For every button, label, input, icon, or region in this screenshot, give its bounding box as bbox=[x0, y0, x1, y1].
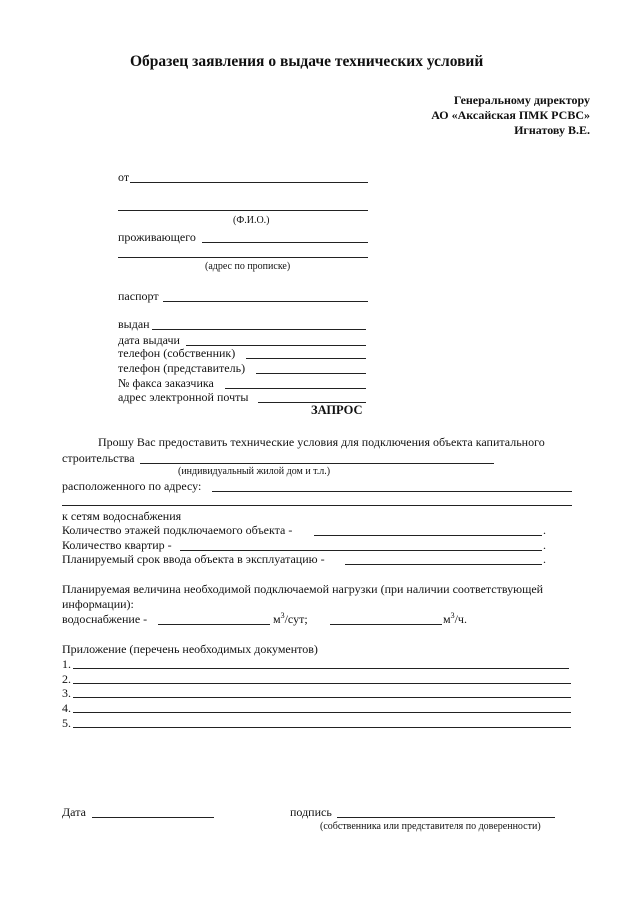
networks-label: к сетям водоснабжения bbox=[62, 509, 182, 523]
construction-label: строительства bbox=[62, 451, 135, 465]
floors-label: Количество этажей подключаемого объекта - bbox=[62, 523, 293, 537]
fax-label: № факса заказчика bbox=[118, 376, 214, 390]
attachment-number: 2. bbox=[62, 672, 71, 686]
water-label: водоснабжение - bbox=[62, 612, 148, 626]
commissioning-label: Планируемый срок ввода объекта в эксплуатацию - bbox=[62, 552, 325, 566]
passport-field[interactable] bbox=[163, 301, 368, 302]
commissioning-field[interactable] bbox=[345, 564, 542, 565]
apartments-field[interactable] bbox=[180, 550, 542, 551]
signature-caption: (собственника или представителя по доверенности) bbox=[320, 821, 541, 832]
apartments-label: Количество квартир - bbox=[62, 538, 172, 552]
attachment-number: 3. bbox=[62, 686, 71, 700]
commissioning-end-dot: . bbox=[543, 552, 546, 566]
apartments-end-dot: . bbox=[543, 538, 546, 552]
fio-field[interactable] bbox=[118, 210, 368, 211]
request-heading: ЗАПРОС bbox=[311, 403, 363, 417]
unit-hour: $м^3/ч$. bbox=[443, 611, 467, 626]
issue-date-label: дата выдачи bbox=[118, 333, 180, 347]
fio-caption: (Ф.И.О.) bbox=[233, 215, 270, 226]
load-line-1: Планируемая величина необходимой подключаемой нагрузки (при наличии соответствующей bbox=[62, 582, 544, 596]
phone-owner-label: телефон (собственник) bbox=[118, 346, 236, 360]
water-day-field[interactable] bbox=[158, 624, 270, 625]
fax-field[interactable] bbox=[225, 388, 366, 389]
residing-field[interactable] bbox=[202, 242, 368, 243]
date-label: Дата bbox=[62, 805, 86, 819]
attachment-number: 5. bbox=[62, 716, 71, 730]
from-label: от bbox=[118, 170, 130, 184]
email-label: адрес электронной почты bbox=[118, 390, 249, 404]
load-line-2: информации): bbox=[62, 597, 134, 611]
floors-end-dot: . bbox=[543, 523, 546, 537]
addressee-line-1: Генеральному директору bbox=[453, 93, 590, 107]
attachment-field[interactable] bbox=[73, 697, 571, 698]
located-label: расположенного по адресу: bbox=[62, 479, 202, 493]
page-title: Образец заявления о выдаче технических условий bbox=[130, 53, 484, 70]
attachment-field[interactable] bbox=[73, 727, 571, 728]
attachment-number: 1. bbox=[62, 657, 71, 671]
attachment-field[interactable] bbox=[73, 668, 569, 669]
attachment-field[interactable] bbox=[73, 712, 571, 713]
issued-field[interactable] bbox=[152, 329, 366, 330]
unit-day: $м^3$/сут; bbox=[273, 611, 308, 626]
construction-field[interactable] bbox=[140, 463, 494, 464]
object-caption: (индивидуальный жилой дом и т.л.) bbox=[178, 466, 331, 477]
attachment-field[interactable] bbox=[73, 683, 571, 684]
located-field-2[interactable] bbox=[62, 505, 572, 506]
phone-rep-label: телефон (представитель) bbox=[118, 361, 246, 375]
signature-label: подпись bbox=[290, 805, 332, 819]
floors-field[interactable] bbox=[314, 535, 542, 536]
address-caption: (адрес по прописке) bbox=[205, 261, 291, 272]
attachments-heading: Приложение (перечень необходимых документов) bbox=[62, 642, 318, 656]
addressee-line-2: АО «Аксайская ПМК РСВС» bbox=[431, 108, 590, 122]
phone-rep-field[interactable] bbox=[256, 373, 366, 374]
signature-field[interactable] bbox=[337, 817, 555, 818]
from-field[interactable] bbox=[130, 182, 368, 183]
residing-label: проживающего bbox=[118, 230, 196, 244]
passport-label: паспорт bbox=[118, 289, 159, 303]
issued-label: выдан bbox=[118, 317, 150, 331]
phone-owner-field[interactable] bbox=[246, 358, 366, 359]
attachment-number: 4. bbox=[62, 701, 71, 715]
address-field[interactable] bbox=[118, 257, 368, 258]
date-field[interactable] bbox=[92, 817, 214, 818]
request-text: Прошу Вас предоставить технические условия для подключения объекта капитального bbox=[98, 435, 545, 449]
water-hour-field[interactable] bbox=[330, 624, 442, 625]
addressee-line-3: Игнатову В.Е. bbox=[514, 123, 590, 137]
located-field[interactable] bbox=[212, 491, 572, 492]
